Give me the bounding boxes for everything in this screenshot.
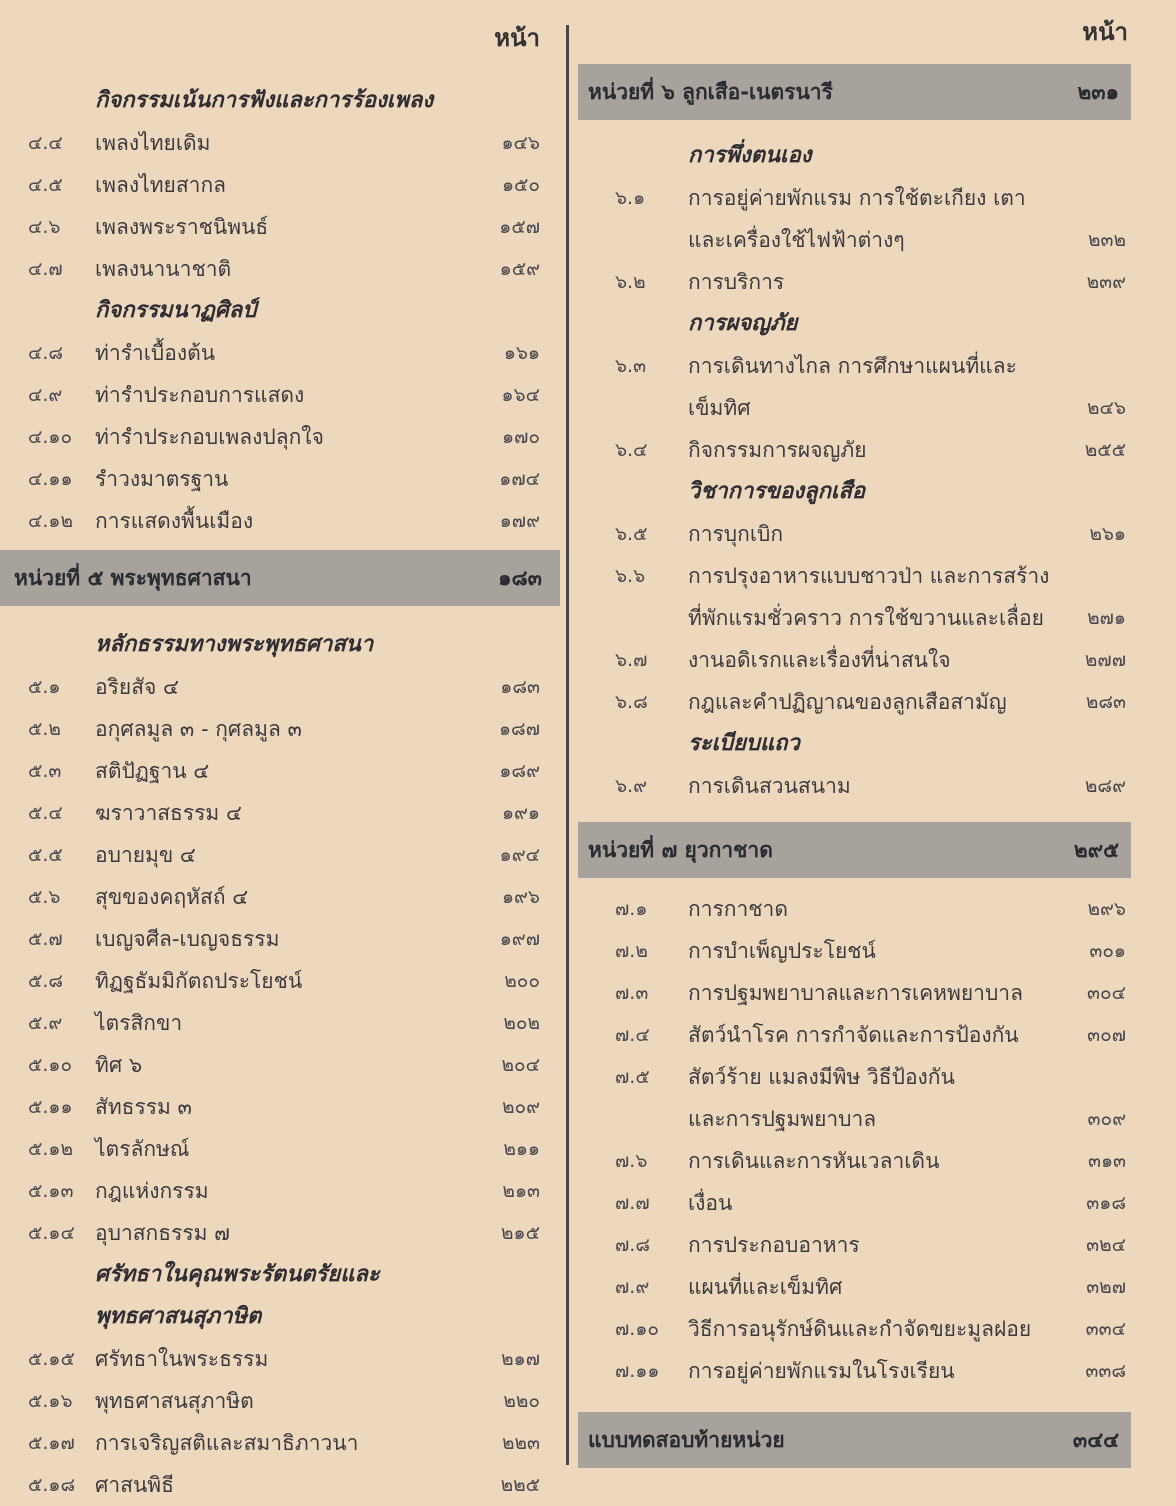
entry-title: เพลงพระราชนิพนธ์ [95, 215, 269, 239]
toc-entry [578, 681, 1138, 723]
entry-number: ๕.๑๘ [28, 1474, 76, 1496]
page-number: ๒๐๙ [501, 1096, 540, 1118]
entry-title: แผนที่และเข็มทิศ [688, 1275, 843, 1299]
entry-title: ศาสนพิธี [95, 1473, 174, 1497]
page-number: ๓๐๙ [1087, 1108, 1126, 1130]
entry-title: วิธีการอนุรักษ์ดินและกำจัดขยะมูลฝอย [688, 1317, 1032, 1341]
entry-title: ทิฏฐธัมมิกัตถประโยชน์ [95, 969, 303, 993]
entry-title: งานอดิเรกและเรื่องที่น่าสนใจ [688, 648, 951, 672]
page-number: ๒๘๓ [1085, 691, 1126, 713]
unit-header-band [0, 550, 560, 606]
entry-number: ๗.๑๑ [615, 1360, 660, 1382]
unit-title: แบบทดสอบท้ายหน่วย [588, 1428, 785, 1452]
toc-entry [0, 416, 560, 458]
entry-number: ๕.๔ [28, 802, 63, 824]
page-number: ๓๐๑ [1089, 940, 1126, 962]
page-number: ๓๓๔ [1085, 1318, 1126, 1340]
entry-title: เพลงไทยเดิม [95, 131, 211, 155]
entry-number: ๔.๖ [28, 216, 61, 238]
page-number: ๓๐๗ [1087, 1024, 1126, 1046]
toc-entry [0, 500, 560, 542]
toc-entry [578, 597, 1138, 639]
toc-entry [578, 261, 1138, 303]
entry-number: ๕.๘ [28, 970, 64, 992]
entry-title: ท่ารำประกอบเพลงปลุกใจ [95, 425, 324, 449]
entry-number: ๔.๗ [28, 258, 63, 280]
entry-number: ๗.๙ [615, 1276, 650, 1298]
entry-title: กิจกรรมการผจญภัย [688, 438, 867, 462]
section-heading [0, 290, 560, 332]
entry-title: เงื่อน [688, 1191, 733, 1215]
page-column-label: หน้า [1082, 17, 1128, 46]
section-heading-text: หลักธรรมทางพระพุทธศาสนา [95, 632, 374, 657]
page-number: ๓๑๘ [1086, 1192, 1126, 1214]
entry-number: ๗.๑ [615, 898, 648, 920]
toc-entry [578, 1014, 1138, 1056]
entry-title: เข็มทิศ [688, 396, 751, 420]
entry-title: อุบาสกธรรม ๗ [95, 1221, 230, 1245]
entry-title: การแสดงพื้นเมือง [95, 509, 254, 533]
entry-number: ๔.๔ [28, 132, 63, 154]
page-number: ๓๓๘ [1085, 1360, 1126, 1382]
entry-number: ๔.๕ [28, 174, 63, 196]
entry-title: การเจริญสติและสมาธิภาวนา [95, 1431, 359, 1455]
page-number: ๒๙๕ [1073, 838, 1119, 862]
entry-title: เพลงไทยสากล [95, 173, 227, 197]
entry-number: ๗.๑๐ [615, 1318, 659, 1340]
toc-entry [578, 1098, 1138, 1140]
page-number: ๒๑๓ [502, 1180, 540, 1202]
page-number: ๒๑๑ [503, 1138, 540, 1160]
entry-title: สติปัฏฐาน ๔ [95, 759, 210, 783]
page-number: ๑๙๔ [499, 844, 540, 866]
page-number: ๒๒๐ [503, 1390, 540, 1412]
section-heading-text: วิชาการของลูกเสือ [688, 479, 866, 504]
entry-title: การบริการ [688, 270, 785, 294]
toc-entry [0, 666, 560, 708]
entry-number: ๕.๑๐ [28, 1054, 73, 1076]
entry-title: ฆราวาสธรรม ๔ [95, 801, 242, 825]
section-heading [0, 80, 560, 122]
toc-entry [0, 458, 560, 500]
toc-entry [578, 1182, 1138, 1224]
entry-number: ๗.๕ [615, 1066, 650, 1088]
entry-number: ๕.๖ [28, 886, 61, 908]
page-number: ๒๐๔ [501, 1054, 540, 1076]
page-number: ๓๒๗ [1086, 1276, 1126, 1298]
entry-title: อริยสัจ ๔ [95, 675, 179, 699]
page-number: ๒๙๖ [1087, 898, 1126, 920]
unit-header-band [578, 64, 1131, 120]
page-number: ๑๕๗ [499, 216, 540, 238]
entry-title: ศรัทธาในพระธรรม [95, 1347, 269, 1371]
toc-entry [578, 429, 1138, 471]
page-number: ๑๖๑ [503, 342, 540, 364]
entry-title: และการปฐมพยาบาล [688, 1107, 877, 1131]
toc-entry [0, 1380, 560, 1422]
page-number: ๑๙๑ [501, 802, 540, 824]
page-number: ๒๖๑ [1089, 523, 1126, 545]
entry-number: ๔.๑๒ [28, 510, 74, 532]
unit-header-band [578, 1412, 1131, 1468]
toc-entry [0, 248, 560, 290]
entry-title: ไตรสิกขา [95, 1011, 183, 1035]
entry-title: สัตว์นำโรค การกำจัดและการป้องกัน [688, 1023, 1019, 1047]
toc-entry [0, 960, 560, 1002]
toc-entry [0, 122, 560, 164]
page-number: ๑๕๐ [501, 174, 540, 196]
toc-entry [578, 1308, 1138, 1350]
toc-entry [0, 206, 560, 248]
entry-title: สัตว์ร้าย แมลงมีพิษ วิธีป้องกัน [688, 1065, 955, 1089]
entry-title: ท่ารำประกอบการแสดง [95, 383, 305, 407]
entry-number: ๕.๗ [28, 928, 63, 950]
toc-entry [578, 930, 1138, 972]
entry-title: ทิศ ๖ [95, 1053, 143, 1077]
page-number: ๑๘๓ [500, 676, 540, 698]
entry-title: การอยู่ค่ายพักแรม การใช้ตะเกียง เตา [688, 186, 1026, 210]
page-number: ๑๙๖ [501, 886, 540, 908]
page-number: ๑๗๐ [502, 426, 540, 448]
entry-title: การประกอบอาหาร [688, 1233, 860, 1257]
toc-entry [578, 765, 1138, 807]
entry-title: การปฐมพยาบาลและการเคหพยาบาล [688, 981, 1023, 1005]
section-heading [578, 723, 1138, 765]
page-number: ๒๕๕ [1084, 439, 1126, 461]
toc-entry [578, 1056, 1138, 1098]
entry-number: ๕.๒ [28, 718, 61, 740]
entry-number: ๖.๒ [615, 271, 646, 293]
toc-entry [578, 972, 1138, 1014]
entry-title: อกุศลมูล ๓ - กุศลมูล ๓ [95, 717, 302, 741]
entry-number: ๖.๔ [615, 439, 648, 461]
column-divider [566, 25, 569, 1465]
page-number: ๑๔๖ [501, 132, 540, 154]
entry-title: การปรุงอาหารแบบชาวป่า และการสร้าง [688, 564, 1050, 588]
page-number: ๒๘๙ [1084, 775, 1126, 797]
entry-title: การเดินและการหันเวลาเดิน [688, 1149, 940, 1173]
toc-entry [578, 1266, 1138, 1308]
page-number: ๑๘๗ [498, 718, 540, 740]
section-heading [578, 471, 1138, 513]
section-heading [578, 135, 1138, 177]
page-number: ๑๘๓ [498, 566, 542, 590]
page-number: ๑๘๙ [499, 760, 540, 782]
page-number: ๒๓๑ [1077, 80, 1119, 104]
entry-number: ๕.๙ [28, 1012, 63, 1034]
entry-number: ๔.๙ [28, 384, 63, 406]
entry-title: รำวงมาตรฐาน [95, 467, 229, 491]
entry-number: ๕.๑๖ [28, 1390, 73, 1412]
entry-number: ๔.๘ [28, 342, 64, 364]
toc-entry [0, 1002, 560, 1044]
entry-number: ๕.๑๒ [28, 1138, 74, 1160]
toc-entry [578, 1350, 1138, 1392]
page-number: ๒๗๗ [1084, 649, 1126, 671]
page-number: ๒๓๙ [1086, 271, 1126, 293]
entry-number: ๔.๑๐ [28, 426, 73, 448]
entry-number: ๖.๖ [615, 565, 646, 587]
entry-number: ๕.๑๕ [28, 1348, 75, 1370]
entry-number: ๕.๑๑ [28, 1096, 73, 1118]
page-number: ๒๑๗ [501, 1348, 540, 1370]
entry-number: ๖.๙ [615, 775, 648, 797]
toc-entry [0, 750, 560, 792]
entry-number: ๕.๓ [28, 760, 62, 782]
entry-number: ๗.๓ [615, 982, 649, 1004]
section-heading [578, 303, 1138, 345]
entry-title: และเครื่องใช้ไฟฟ้าต่างๆ [688, 228, 905, 252]
page-number: ๑๙๗ [499, 928, 540, 950]
toc-entry [578, 888, 1138, 930]
section-heading-text: กิจกรรมเน้นการฟังและการร้องเพลง [95, 88, 434, 113]
toc-entry [578, 1224, 1138, 1266]
entry-number: ๕.๑๔ [28, 1222, 75, 1244]
toc-list [0, 80, 560, 1506]
page-number: ๓๑๓ [1087, 1150, 1126, 1172]
entry-number: ๖.๑ [615, 187, 646, 209]
entry-title: เพลงนานาชาติ [95, 257, 232, 281]
section-heading [0, 1254, 560, 1296]
toc-entry [0, 1422, 560, 1464]
section-heading [0, 1296, 560, 1338]
toc-entry [0, 1044, 560, 1086]
toc-entry [578, 219, 1138, 261]
entry-number: ๕.๑๓ [28, 1180, 74, 1202]
entry-title: การบุกเบิก [688, 522, 784, 546]
toc-entry [578, 555, 1138, 597]
page-number: ๒๓๒ [1087, 229, 1126, 251]
section-heading [0, 624, 560, 666]
page-number: ๒๐๐ [504, 970, 540, 992]
section-heading-text: ระเบียบแถว [688, 731, 800, 756]
toc-entry [578, 639, 1138, 681]
entry-number: ๕.๕ [28, 844, 63, 866]
page-number: ๒๐๒ [503, 1012, 540, 1034]
toc-entry [0, 708, 560, 750]
toc-entry [578, 1140, 1138, 1182]
toc-entry [0, 1338, 560, 1380]
entry-number: ๕.๑๗ [28, 1432, 75, 1454]
entry-title: การกาชาด [688, 897, 788, 921]
section-heading-text: พุทธศาสนสุภาษิต [95, 1304, 262, 1329]
page-number: ๑๗๙ [499, 510, 540, 532]
entry-title: เบญจศีล-เบญจธรรม [95, 927, 280, 951]
page-number: ๑๖๔ [501, 384, 540, 406]
toc-entry [0, 792, 560, 834]
unit-title: หน่วยที่ ๕ พระพุทธศาสนา [14, 566, 252, 590]
entry-title: การเดินทางไกล การศึกษาแผนที่และ [688, 354, 1017, 378]
entry-title: ไตรลักษณ์ [95, 1137, 190, 1161]
page-number: ๓๔๔ [1072, 1428, 1119, 1452]
toc-entry [0, 918, 560, 960]
entry-title: การบำเพ็ญประโยชน์ [688, 939, 876, 963]
entry-number: ๔.๑๑ [28, 468, 73, 490]
entry-number: ๗.๘ [615, 1234, 650, 1256]
entry-title: กฎแห่งกรรม [95, 1179, 209, 1203]
page-number: ๒๒๓ [501, 1432, 540, 1454]
entry-title: การอยู่ค่ายพักแรมในโรงเรียน [688, 1359, 955, 1383]
toc-entry [578, 345, 1138, 387]
entry-title: พุทธศาสนสุภาษิต [95, 1389, 254, 1413]
page-number: ๒๒๕ [500, 1474, 540, 1496]
page-number: ๒๑๕ [501, 1222, 540, 1244]
toc-entry [0, 332, 560, 374]
toc-entry [578, 177, 1138, 219]
entry-number: ๖.๗ [615, 649, 648, 671]
entry-title: สุขของคฤหัสถ์ ๔ [95, 885, 249, 909]
toc-entry [0, 1464, 560, 1506]
unit-title: หน่วยที่ ๖ ลูกเสือ-เนตรนารี [588, 80, 833, 104]
entry-title: สัทธรรม ๓ [95, 1095, 192, 1119]
entry-number: ๗.๖ [615, 1150, 648, 1172]
section-heading-text: การผจญภัย [688, 311, 798, 336]
toc-entry [0, 1212, 560, 1254]
entry-number: ๗.๗ [615, 1192, 650, 1214]
entry-number: ๗.๔ [615, 1024, 650, 1046]
toc-list [578, 64, 1138, 1468]
toc-entry [0, 374, 560, 416]
section-heading-text: ศรัทธาในคุณพระรัตนตรัยและ [95, 1262, 380, 1287]
entry-number: ๖.๓ [615, 355, 647, 377]
entry-title: ที่พักแรมชั่วคราว การใช้ขวานและเลื่อย [688, 606, 1044, 630]
entry-title: กฎและคำปฏิญาณของลูกเสือสามัญ [688, 690, 1007, 714]
entry-number: ๗.๒ [615, 940, 648, 962]
toc-entry [0, 1086, 560, 1128]
entry-number: ๕.๑ [28, 676, 61, 698]
page-number: ๑๗๔ [499, 468, 540, 490]
toc-entry [578, 513, 1138, 555]
toc-entry [0, 1170, 560, 1212]
page-number: ๓๒๔ [1086, 1234, 1126, 1256]
entry-title: ท่ารำเบื้องต้น [95, 341, 216, 365]
entry-number: ๖.๕ [615, 523, 648, 545]
unit-header-band [578, 822, 1131, 878]
toc-entry [0, 834, 560, 876]
entry-title: อบายมุข ๔ [95, 843, 196, 867]
section-heading-text: กิจกรรมนาฏศิลป์ [95, 298, 257, 323]
section-heading-text: การพึ่งตนเอง [688, 143, 812, 168]
toc-entry [0, 1128, 560, 1170]
page-number: ๒๔๖ [1087, 397, 1126, 419]
page-column-label: หน้า [494, 23, 540, 52]
page-number: ๒๗๑ [1087, 607, 1126, 629]
toc-entry [578, 387, 1138, 429]
entry-number: ๖.๘ [615, 691, 648, 713]
toc-entry [0, 876, 560, 918]
entry-title: การเดินสวนสนาม [688, 774, 851, 798]
page-number: ๓๐๔ [1087, 982, 1126, 1004]
toc-entry [0, 164, 560, 206]
unit-title: หน่วยที่ ๗ ยุวกาชาด [588, 838, 773, 862]
page-number: ๑๕๙ [499, 258, 540, 280]
